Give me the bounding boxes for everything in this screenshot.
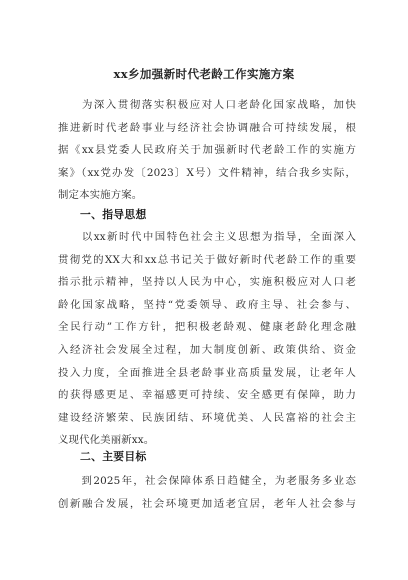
- section1-line: 指示批示精神，坚持以人民为中心，实施积极应对人口老: [58, 276, 356, 289]
- section1-line: 入经济社会发展全过程，加大制度创新、政策供给、资金: [58, 343, 356, 356]
- intro-line: 案》（xx党办发〔2023〕X号）文件精神，结合我乡实际，: [58, 166, 356, 179]
- section1-line: 建设经济繁荣、民族团结、环境优美、人民富裕的社会主: [58, 411, 356, 424]
- section-heading-main-goals: 二、主要目标: [80, 450, 147, 463]
- intro-paragraph: [58, 94, 356, 207]
- section1-line: 义现代化美丽新xx。: [58, 434, 155, 447]
- section1-paragraph: [58, 226, 356, 452]
- section2-line: 创新融合发展，社会环境更加适老宜居，老年人社会参与: [58, 497, 356, 510]
- section1-line: 投入力度，全面推进全县老龄事业高质量发展，让老年人: [58, 366, 356, 379]
- section-heading-guiding-ideology: 一、指导思想: [80, 208, 147, 221]
- section1-line: 以xx新时代中国特色社会主义思想为指导，全面深入: [58, 231, 356, 243]
- intro-line: 制定本实施方案。: [58, 189, 143, 202]
- intro-line: 推进新时代老龄事业与经济社会协调融合可持续发展，根: [58, 121, 356, 134]
- section2-paragraph: [58, 470, 356, 515]
- section2-line: 到2025年，社会保障体系日趋健全，为老服务多业态: [58, 475, 356, 487]
- section1-line: 贯彻党的XX大和xx总书记关于做好新时代老龄工作的重要: [58, 253, 356, 266]
- document-title: xx乡加强新时代老龄工作实施方案: [113, 67, 295, 81]
- intro-line: 为深入贯彻落实积极应对人口老龄化国家战略，加快: [58, 99, 356, 111]
- section1-line: 龄化国家战略，坚持“党委领导、政府主导、社会参与、: [58, 298, 356, 311]
- section1-line: 的获得感更足、幸福感更可持续、安全感更有保障，助力: [58, 389, 356, 402]
- intro-line: 据《xx县党委人民政府关于加强新时代老龄工作的实施方: [58, 144, 356, 157]
- section1-line: 全民行动”工作方针，把积极老龄观、健康老龄化理念融: [58, 321, 356, 334]
